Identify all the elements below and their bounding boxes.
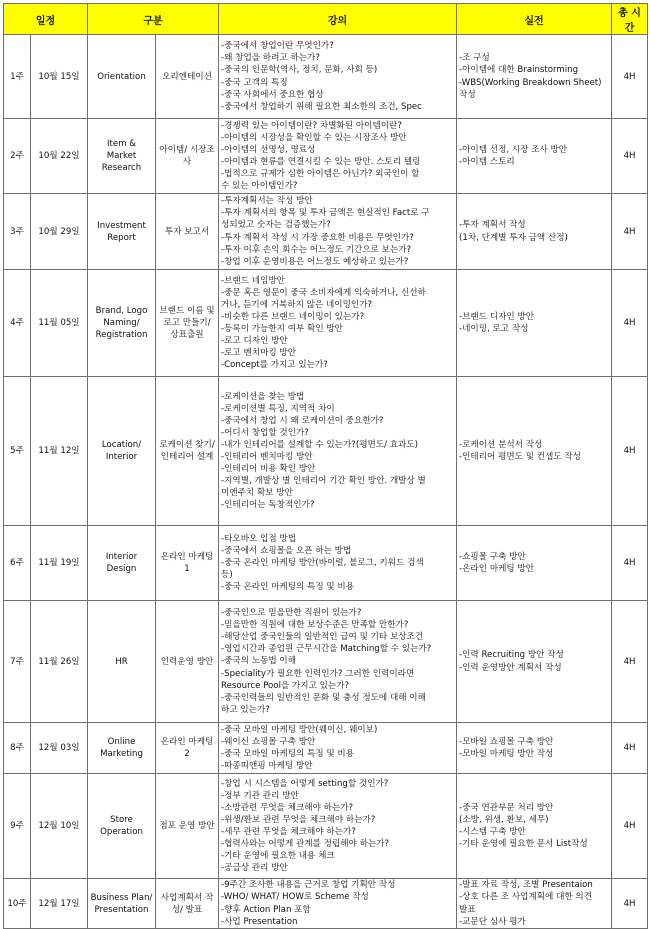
table-row [4, 270, 648, 377]
topic-cell [88, 270, 156, 377]
total-time-cell: 4H [612, 526, 648, 601]
lecture-cell-line: 성되었고 숫자는 검증했는가? [221, 220, 331, 231]
total-time-cell: 4H [612, 35, 648, 119]
lecture-cell-line: -투자계획서는 작성 방안 [221, 196, 313, 207]
lecture-cell-line: -중국 고객의 특징 [221, 77, 288, 88]
lecture-cell-line: -중문 혹은 영문이 중국 소비자에게 익숙하거나, 신선하 [221, 287, 426, 298]
lecture-cell-line: -아이템의 시장성을 확인할 수 있는 시장조사 방안 [221, 132, 407, 143]
practice-cell-line: 발표 [459, 904, 476, 915]
total-time-cell: 4H [612, 377, 648, 526]
lecture-cell-line: 등) [221, 570, 233, 581]
topic-cell [88, 194, 156, 270]
table-row [4, 774, 648, 879]
week-cell: 2주 [4, 119, 31, 194]
lecture-cell-line: -중국에서 창업이란 무엇인가? [221, 41, 334, 52]
total-time-cell: 4H [612, 879, 648, 929]
lecture-cell-line: -중국 모바일 마케팅 방안(웨이신, 웨이보) [221, 724, 378, 735]
category-cell [156, 774, 219, 879]
lecture-cell-line: -로케이션을 찾는 방법 [221, 391, 305, 402]
week-cell: 3주 [4, 194, 31, 270]
total-time-cell: 4H [612, 601, 648, 723]
lecture-cell-line: -소방관련 무엇을 체크해야 하는가? [221, 802, 354, 813]
topic-cell [88, 601, 156, 723]
practice-cell [457, 377, 612, 526]
week-cell: 4주 [4, 270, 31, 377]
total-time-cell: 4H [612, 194, 648, 270]
date-cell: 11월 05일 [31, 270, 88, 377]
lecture-cell-line: -중국 온라인 마케팅 방안(바이럴, 블로그, 키워드 검색 [221, 557, 424, 568]
lecture-cell-line: -중국 온라인 마케팅의 특징 및 비용 [221, 582, 355, 593]
lecture-cell-line: -WHO/ WHAT/ HOW로 Scheme 작성 [221, 892, 369, 903]
practice-cell-line: -아이템 스토리 [459, 157, 515, 167]
topic-cell [88, 723, 156, 774]
table-row [4, 35, 648, 119]
category-cell [156, 194, 219, 270]
lecture-cell-line: -투자 계획서 작성 시 가장 중요한 비용은 무엇인가? [221, 232, 414, 243]
category-cell-text: 사업계획서 작 성/ 발표 [160, 892, 214, 915]
topic-cell [88, 774, 156, 879]
lecture-cell-line: -중국의 인문학(역사, 정치, 문화, 사회 등) [221, 65, 378, 76]
topic-cell-text: Location/ Interior [101, 440, 142, 462]
practice-cell-line: (소방, 위생, 환보, 세무) [459, 814, 549, 825]
practice-cell-line: -모바일 마케팅 방안 작성 [459, 749, 554, 759]
lecture-cell-line: -영업시간과 종업원 근무시간을 Matching할 수 있는가? [221, 644, 432, 655]
topic-cell [88, 879, 156, 929]
practice-cell [457, 601, 612, 723]
lecture-cell-line: -중국 사회에서 중요한 협상 [221, 89, 324, 100]
topic-cell [88, 35, 156, 119]
practice-cell [457, 526, 612, 601]
lecture-cell-line: -창업 이후 운영비용은 어느정도 예상하고 있는가? [221, 256, 409, 267]
table-row [4, 119, 648, 194]
practice-cell-line: -발표 자료 작성, 조별 Presentaion [459, 880, 593, 891]
lecture-cell-line: -등록이 가능한지 여부 확인 방안 [221, 324, 343, 334]
lecture-cell [219, 879, 457, 929]
lecture-cell-line: -창업 시 시스템을 어떻게 setting할 것인가? [221, 778, 389, 789]
category-cell [156, 270, 219, 377]
lecture-cell-line: -비슷한 다른 브랜드 네이밍이 있는가? [221, 311, 365, 322]
date-cell: 11월 26일 [31, 601, 88, 723]
week-cell: 5주 [4, 377, 31, 526]
practice-cell-line: -기타 운영에 필요한 문서 List작성 [459, 839, 588, 850]
curriculum-table [3, 3, 648, 929]
table-row [4, 601, 648, 723]
practice-cell-line: -중국 연관부문 처리 방안 [459, 802, 554, 813]
practice-cell [457, 35, 612, 119]
lecture-cell-line: -로케이션별 특징, 지역적 차이 [221, 403, 335, 414]
practice-cell-line: -모바일 쇼핑몰 구축 방안 [459, 736, 554, 747]
lecture-cell-line: -브랜드 네임방안 [221, 275, 285, 286]
topic-cell-text: Online Marketing [100, 737, 143, 759]
lecture-cell-line: -중국인력들의 일반적인 문화 및 충성 정도에 대해 이해 [221, 692, 426, 703]
lecture-cell-line: -투자 계획서의 항목 및 투자 금액은 현실적인 Fact로 구 [221, 208, 430, 219]
header-lecture: 강의 [219, 4, 457, 35]
lecture-cell [219, 270, 457, 377]
lecture-cell-line: -타오바오 입점 방법 [221, 533, 297, 544]
category-cell-text: 브랜드 이름 및 로고 만들기/ 상표출원 [159, 306, 215, 340]
topic-cell-text: HR [115, 656, 128, 667]
category-cell-text: 아이템/ 시장조 사 [159, 145, 215, 167]
category-cell-text: 온라인 마케팅 2 [160, 737, 214, 759]
lecture-cell-line: -투자 이후 손익 회수는 어느정도 기간으로 보는가? [221, 244, 412, 255]
lecture-cell-line: -정부 기관 관리 방안 [221, 790, 299, 801]
lecture-cell-line: -Concept를 가지고 있는가? [221, 360, 328, 371]
date-cell: 10월 22일 [31, 119, 88, 194]
week-cell: 9주 [4, 774, 31, 879]
table-row [4, 526, 648, 601]
topic-cell-text: Brand, Logo Naming/ Registration [95, 306, 148, 340]
table-row [4, 723, 648, 774]
date-cell: 12월 03일 [31, 723, 88, 774]
topic-cell-text: Store Operation [100, 815, 143, 837]
week-cell: 8주 [4, 723, 31, 774]
practice-cell-line: -로케이션 분석서 작성 [459, 439, 543, 450]
lecture-cell-line: -아이템의 선명성, 명료성 [221, 144, 316, 155]
category-cell [156, 377, 219, 526]
practice-cell-line: -WBS(Working Breakdown Sheet) [459, 77, 602, 88]
lecture-cell-line: -중국인으로 믿을만한 직원이 있는가? [221, 608, 362, 619]
date-cell: 10월 29일 [31, 194, 88, 270]
lecture-cell-line: Resource Pool을 가지고 있는가? [221, 680, 350, 691]
lecture-cell-line: -인테리어 비용 확인 방안 [221, 464, 316, 475]
lecture-cell-line: -왜 창업을 하려고 하는가? [221, 53, 320, 64]
total-time-cell: 4H [612, 723, 648, 774]
lecture-cell-line: -지역별, 개발상 별 인테리어 기간 확인 방안. 개발상 별 [221, 476, 426, 487]
total-time-cell: 4H [612, 270, 648, 377]
header-total-time: 총 시간 [612, 4, 648, 35]
lecture-cell-line: -협력사와는 어떻게 관계를 정립해야 하는가? [221, 839, 390, 850]
table-header-row [4, 4, 648, 35]
lecture-cell-line: -중국 모바일 마케팅의 특징 및 비용 [221, 749, 355, 759]
lecture-cell [219, 119, 457, 194]
lecture-cell-line: -아이템과 현류를 연결시킬 수 있는 방안. 스토리 텔링 [221, 157, 421, 167]
lecture-cell-line: -위생/환보 관련 무엇을 체크해야 하는가? [221, 814, 376, 825]
category-cell [156, 723, 219, 774]
header-practice: 실전 [457, 4, 612, 35]
practice-cell-line: -조 구성 [459, 53, 490, 64]
lecture-cell [219, 723, 457, 774]
date-cell: 11월 19일 [31, 526, 88, 601]
practice-cell-line: -쇼핑몰 구축 방안 [459, 551, 526, 562]
lecture-cell-line: -로고 벤치마킹 방안 [221, 348, 297, 359]
lecture-cell-line: 거나, 듣기에 거북하지 않은 네이밍인가? [221, 299, 373, 310]
lecture-cell-line: -경쟁력 있는 아이템이란? 차별화된 아이템이란? [221, 120, 402, 131]
date-cell: 11월 12일 [31, 377, 88, 526]
category-cell [156, 35, 219, 119]
practice-cell-line: -아이템에 대한 Brainstorming [459, 65, 579, 76]
topic-cell [88, 377, 156, 526]
week-cell: 10주 [4, 879, 31, 929]
topic-cell-text: Investment Report [97, 220, 146, 243]
practice-cell [457, 774, 612, 879]
date-cell: 12월 17일 [31, 879, 88, 929]
topic-cell-text: Orientation [97, 71, 146, 82]
lecture-cell-line: -사업 Presentation [221, 916, 298, 927]
lecture-cell-line: -Speciality가 필요한 인력인가? 그러한 인력이라면 [221, 668, 415, 679]
topic-cell [88, 526, 156, 601]
practice-cell [457, 270, 612, 377]
lecture-cell-line: -법적으로 규제가 심한 아이템은 아닌가? 외국인이 할 [221, 169, 420, 180]
lecture-cell-line: -로고 디자인 방안 [221, 336, 288, 347]
category-cell-text: 투자 보고서 [164, 226, 210, 237]
lecture-cell-line: -세무 관련 무엇을 체크해야 하는가? [221, 827, 356, 837]
category-cell [156, 879, 219, 929]
practice-cell-line: -인력 Recruiting 방안 작성 [459, 650, 564, 661]
topic-cell-text: Business Plan/ Presentation [90, 892, 153, 915]
week-cell: 6주 [4, 526, 31, 601]
practice-cell [457, 119, 612, 194]
practice-cell-line: -교문단 심사 평가 [459, 916, 526, 927]
category-cell [156, 526, 219, 601]
week-cell: 1주 [4, 35, 31, 119]
practice-cell-line: -상호 다른 조 사업계획에 대한 의견 [459, 892, 593, 903]
category-cell [156, 119, 219, 194]
lecture-cell-line: -내가 인테리어를 설계할 수 있는가?(평면도/ 효과도) [221, 439, 418, 450]
lecture-cell [219, 774, 457, 879]
lecture-cell-line: -중국의 노동법 이해 [221, 656, 297, 667]
practice-cell-line: -시스템 구축 방안 [459, 827, 526, 837]
lecture-cell-line: -믿을만한 직원에 대한 보상수준은 만족할 만한가? [221, 620, 409, 631]
category-cell [156, 601, 219, 723]
practice-cell-line: -투자 계획서 작성 [459, 220, 526, 231]
practice-cell [457, 723, 612, 774]
practice-cell-line: -아이템 선정, 시장 조사 방안 [459, 144, 568, 155]
practice-cell-line: -브랜드 디자인 방안 [459, 311, 535, 322]
lecture-cell-line: -공급상 관리 방안 [221, 863, 288, 874]
lecture-cell [219, 377, 457, 526]
practice-cell-line: (1차, 단계별 투자 금액 산정) [459, 232, 568, 243]
practice-cell-line: -네이밍, 로고 작성 [459, 324, 529, 334]
lecture-cell [219, 194, 457, 270]
practice-cell-line: -인테리어 평면도 및 컨셉도 작성 [459, 452, 581, 462]
practice-cell-line: 작성 [459, 89, 476, 100]
week-cell: 7주 [4, 601, 31, 723]
lecture-cell-line: 수 있는 아이템인가? [221, 181, 298, 192]
lecture-cell-line: -해당산업 중국인들의 일반적인 급여 및 기타 보상조건 [221, 632, 424, 643]
category-cell-text: 점포 운영 방안 [159, 821, 215, 831]
category-cell-text: 오리엔테이션 [162, 71, 212, 82]
category-cell-text: 인력운영 방안 [160, 656, 214, 667]
lecture-cell-line: -9주간 조사한 내용을 근거로 창업 기획안 작성 [221, 880, 396, 891]
lecture-cell-line: -따종띠앤핑 마케팅 방안 [221, 761, 313, 772]
lecture-cell-line: -웨이신 쇼핑몰 구축 방안 [221, 736, 316, 747]
header-category: 구분 [88, 4, 219, 35]
date-cell: 10월 15일 [31, 35, 88, 119]
lecture-cell [219, 526, 457, 601]
category-cell-text: 로케이션 찾기/ 인테리어 설계 [159, 440, 215, 462]
practice-cell [457, 879, 612, 929]
table-row [4, 879, 648, 929]
topic-cell-text: Interior Design [105, 552, 138, 574]
lecture-cell [219, 35, 457, 119]
practice-cell [457, 194, 612, 270]
lecture-cell-line: -인테리어는 독창적인가? [221, 500, 315, 511]
lecture-cell-line: -중국에서 쇼핑몰을 오픈 하는 방법 [221, 545, 352, 556]
lecture-cell-line: -향후 Action Plan 포함 [221, 904, 311, 915]
lecture-cell [219, 601, 457, 723]
topic-cell-text: Item & Market Research [101, 139, 142, 173]
lecture-cell-line: -중국에서 창업 시 왜 로케이션이 중요한가? [221, 415, 384, 426]
category-cell-text: 온라인 마케팅 1 [160, 552, 214, 574]
lecture-cell-line: 하고 있는가? [221, 704, 270, 715]
lecture-cell-line: -중국에서 창업하기 위해 필요한 최소한의 조건, Spec [221, 101, 422, 112]
table-row [4, 194, 648, 270]
date-cell: 12월 10일 [31, 774, 88, 879]
lecture-cell-line: -인테리어 벤치마킹 방안 [221, 452, 313, 462]
topic-cell [88, 119, 156, 194]
practice-cell-line: -인력 운영방안 계획서 작성 [459, 662, 562, 673]
lecture-cell-line: -어디서 창업할 것인가? [221, 427, 309, 438]
total-time-cell: 4H [612, 774, 648, 879]
practice-cell-line: -온라인 마케팅 방안 [459, 564, 535, 574]
header-schedule: 일정 [4, 4, 88, 35]
lecture-cell-line: 미앤주치 확보 방안 [221, 488, 293, 499]
lecture-cell-line: -기타 운영에 필요한 내용 체크 [221, 851, 335, 862]
total-time-cell: 4H [612, 119, 648, 194]
table-row [4, 377, 648, 526]
